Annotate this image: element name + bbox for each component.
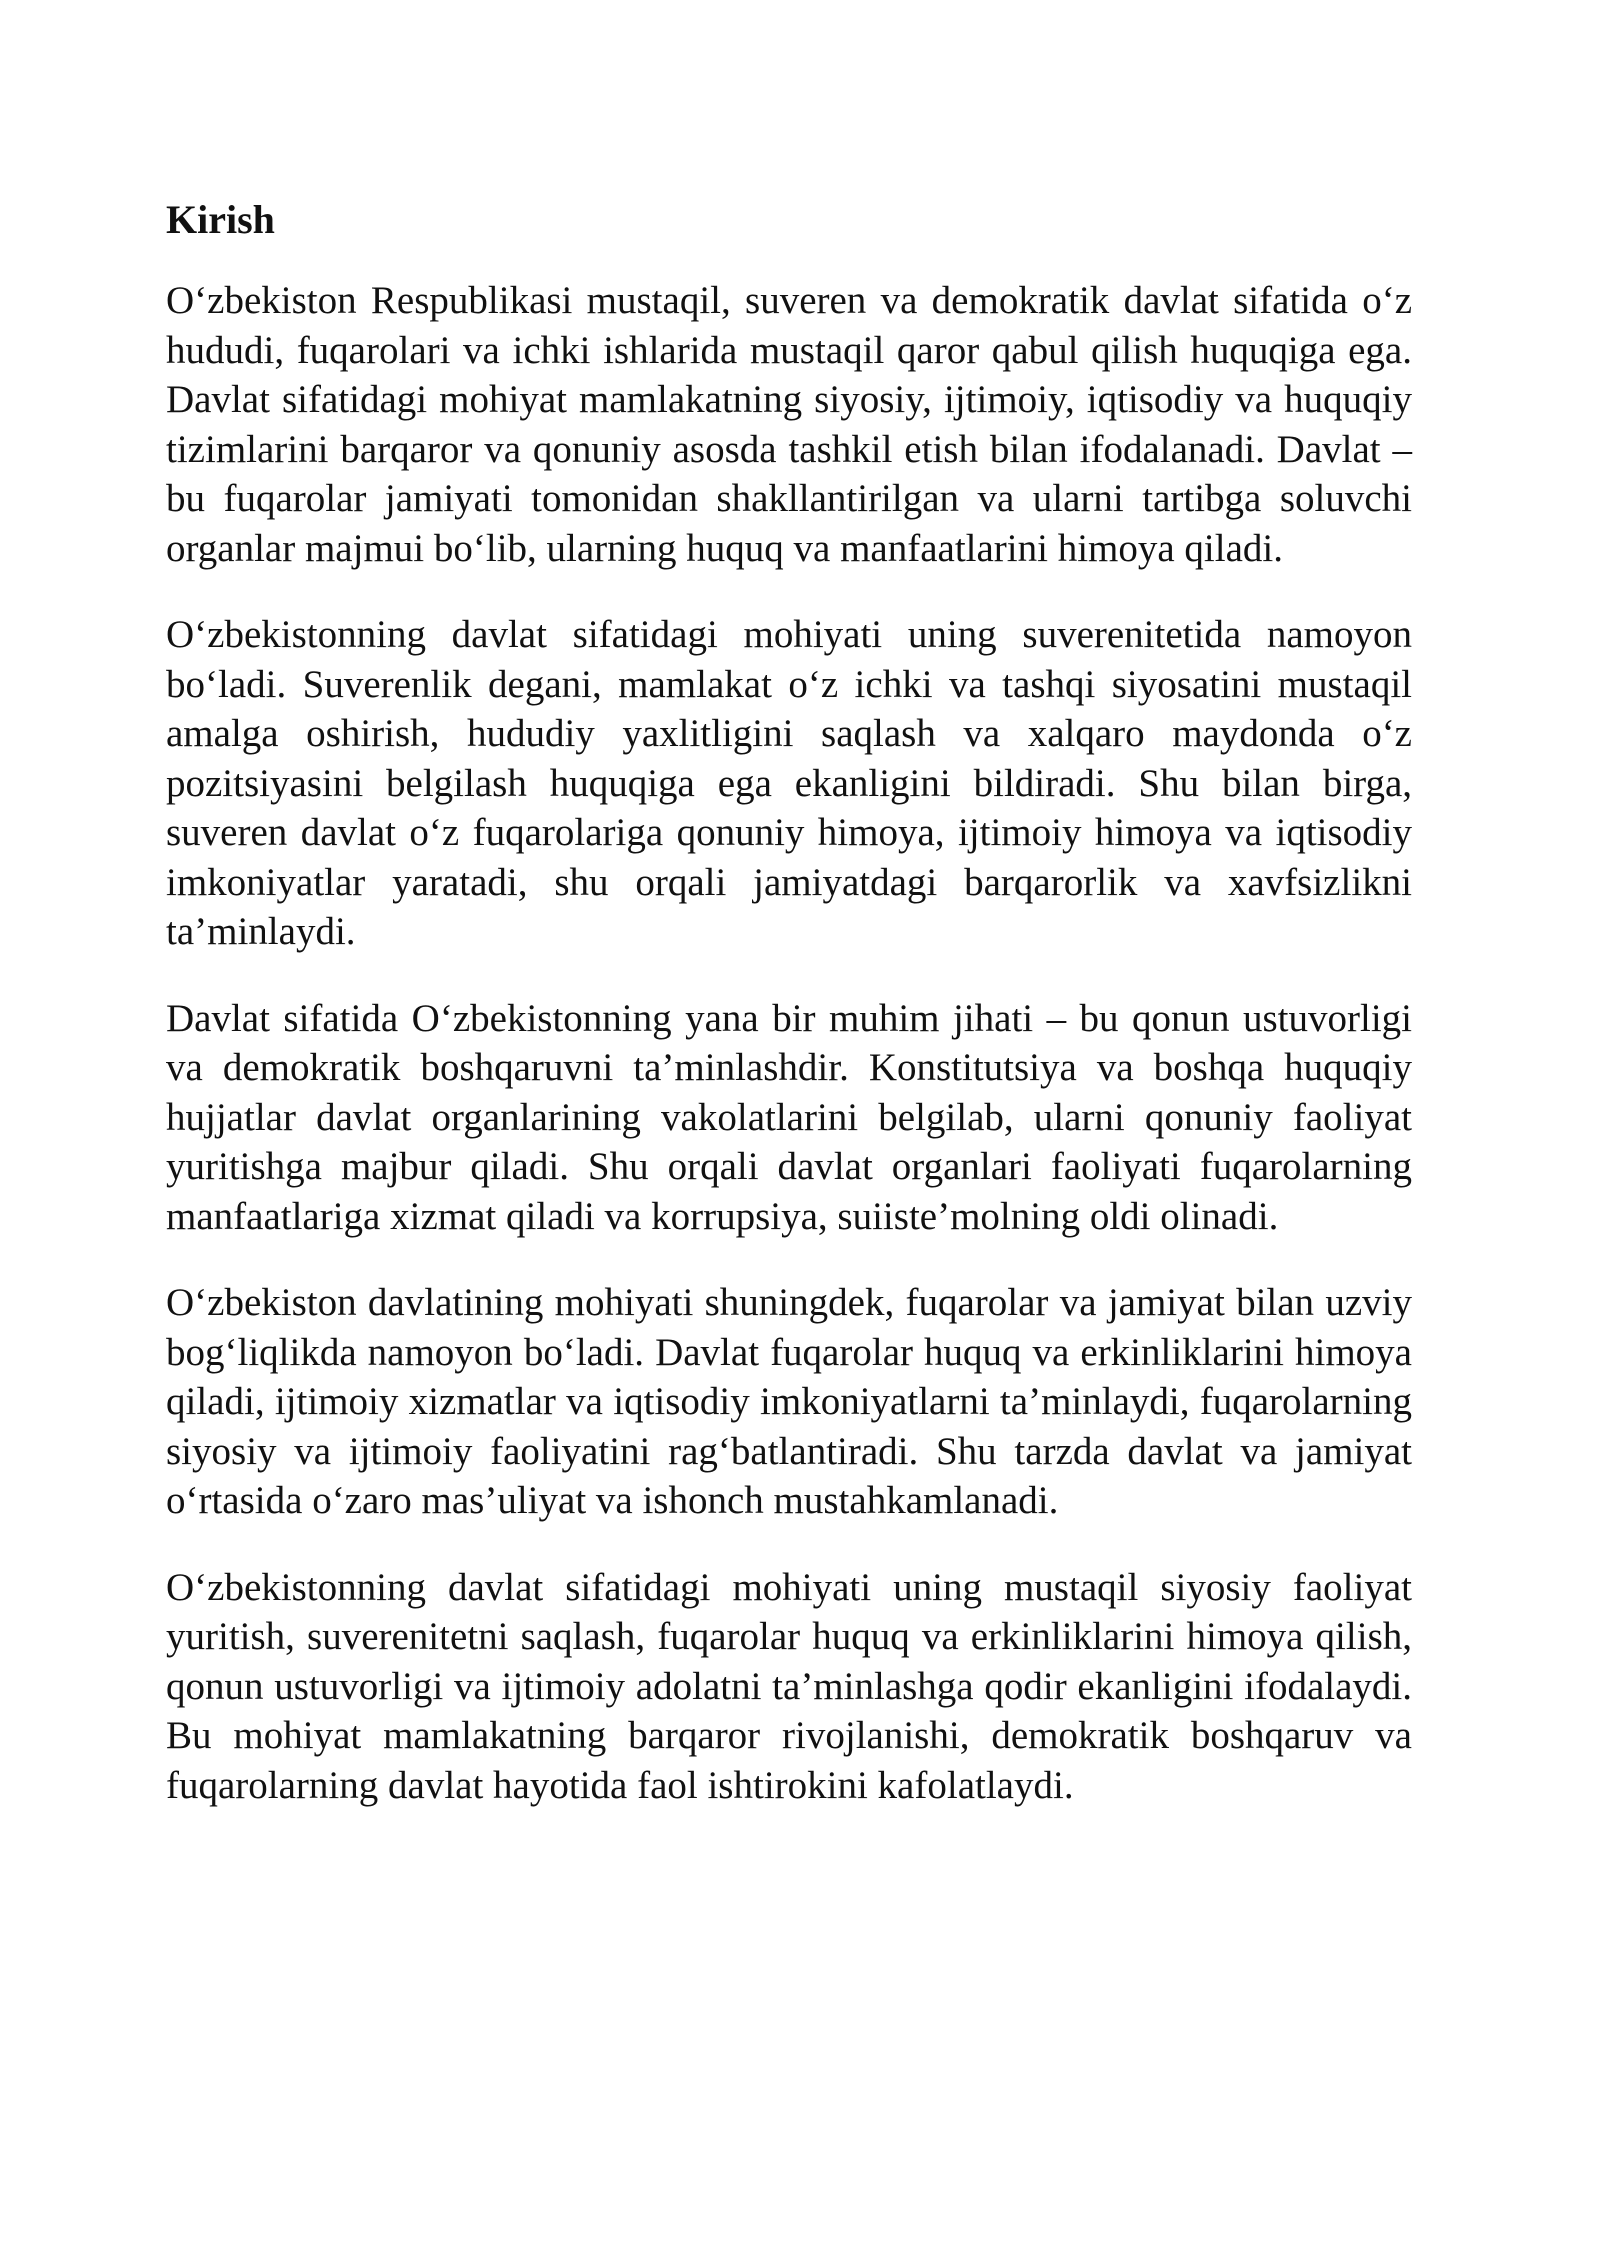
paragraph-4: O‘zbekiston davlatining mohiyati shuningdek, fuqarolar va jamiyat bilan uzviy bog‘liqlikda namoyon bo‘ladi. Davlat fuqarolar huquq va erkinliklarini himoya qiladi, ijtimoiy xizmatlar va iqtisodiy imkoniyatlarni ta’minlaydi, fuqarolarning siyosiy va ijtimoiy faoliyatini rag‘batlantiradi. Shu tarzda davlat va jamiyat o‘rtasida o‘zaro mas’uliyat va ishonch mustahkamlanadi.	[166, 1281, 1412, 1522]
document-heading: Kirish	[166, 197, 275, 242]
paragraph-2: O‘zbekistonning davlat sifatidagi mohiyati uning suverenitetida namoyon bo‘ladi. Suverenlik degani, mamlakat o‘z ichki va tashqi siyosatini mustaqil amalga oshirish, hududiy yaxlitligini saqlash va xalqaro maydonda o‘z pozitsiyasini belgilash huquqiga ega ekanligini bildiradi. Shu bilan birga, suveren davlat o‘z fuqarolariga qonuniy himoya, ijtimoiy himoya va iqtisodiy imkoniyatlar yaratadi, shu orqali jamiyatdagi barqarorlik va xavfsizlikni ta’minlaydi.	[166, 613, 1412, 953]
paragraph-5: O‘zbekistonning davlat sifatidagi mohiyati uning mustaqil siyosiy faoliyat yuritish, suverenitetni saqlash, fuqarolar huquq va erkinliklarini himoya qilish, qonun ustuvorligi va ijtimoiy adolatni ta’minlashga qodir ekanligini ifodalaydi. Bu mohiyat mamlakatning barqaror rivojlanishi, demokratik boshqaruv va fuqarolarning davlat hayotida faol ishtirokini kafolatlaydi.	[166, 1565, 1412, 1807]
paragraph-1: O‘zbekiston Respublikasi mustaqil, suveren va demokratik davlat sifatida o‘z hududi, fuqarolari va ichki ishlarida mustaqil qaror qabul qilish huquqiga ega. Davlat sifatidagi mohiyat mamlakatning siyosiy, ijtimoiy, iqtisodiy va huquqiy tizimlarini barqaror va qonuniy asosda tashkil etish bilan ifodalanadi. Davlat – bu fuqarolar jamiyati tomonidan shakllantirilgan va ularni tartibga soluvchi organlar majmui bo‘lib, ularning huquq va manfaatlarini himoya qiladi.	[166, 279, 1412, 570]
paragraph-3: Davlat sifatida O‘zbekistonning yana bir muhim jihati – bu qonun ustuvorligi va demokratik boshqaruvni ta’minlashdir. Konstitutsiya va boshqa huquqiy hujjatlar davlat organlarining vakolatlarini belgilab, ularni qonuniy faoliyat yuritishga majbur qiladi. Shu orqali davlat organlari faoliyati fuqarolarning manfaatlariga xizmat qiladi va korrupsiya, suiiste’molning oldi olinadi.	[166, 996, 1412, 1238]
document-page	[166, 190, 1412, 1847]
